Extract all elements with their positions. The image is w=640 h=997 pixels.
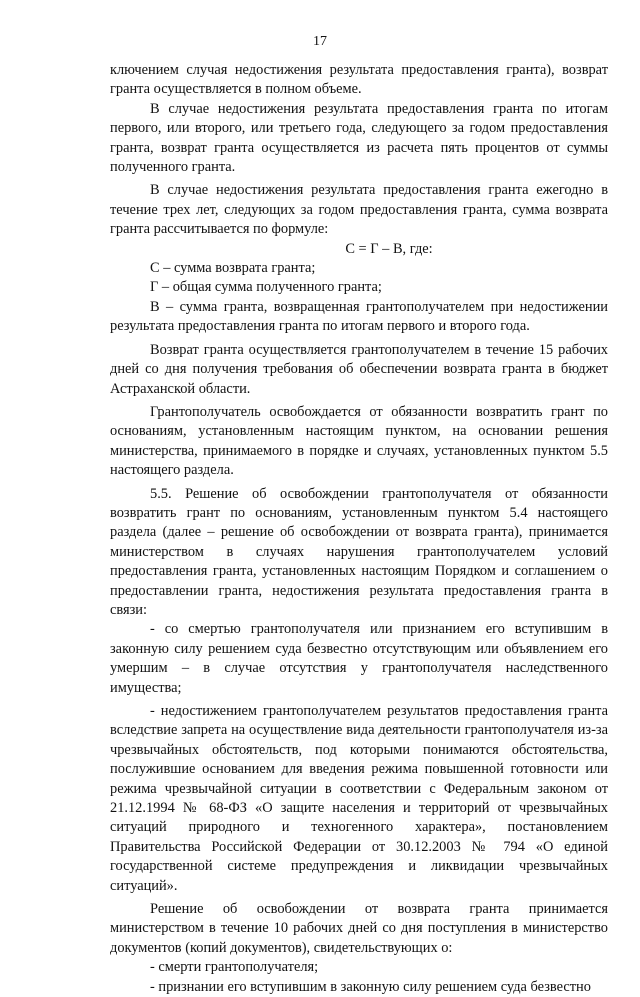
paragraph: С = Г – В, где:: [345, 240, 433, 257]
paragraph: В случае недостижения результата предоставления гранта ежегодно в течение трех лет, следующих за годом предоставления гранта, сумма возврата гранта рассчитывается по формуле:: [110, 182, 608, 238]
paragraph: Возврат гранта осуществляется грантополучателем в течение 15 рабочих дней со дня получения требования об обеспечении возврата гранта в бюджет Астраханской области.: [110, 341, 608, 397]
paragraph: С – сумма возврата гранта;: [150, 260, 316, 277]
paragraph: - смерти грантополучателя;: [150, 959, 319, 976]
paragraph: Г – общая сумма полученного гранта;: [150, 279, 382, 296]
paragraph: В – сумма гранта, возвращенная грантополучателем при недостижении результата предоставления гранта по итогам первого и второго года.: [110, 298, 608, 335]
paragraph: Грантополучатель освобождается от обязанности возвратить грант по основаниям, установленным настоящим пунктом, на основании решения министерства, принимаемого в порядке и случаях, установленных пунктом 5.5 настоящего раздела.: [110, 403, 608, 479]
paragraph: - со смертью грантополучателя или признанием его вступившим в законную силу решением суда безвестно отсутствующим или объявлением его умершим – в случае отсутствия у грантополучателя наследственного имущества;: [110, 621, 608, 696]
paragraph: 5.5. Решение об освобождении грантополучателя от обязанности возвратить грант по основаниям, установленным пунктом 5.4 настоящего раздела (далее – решение об освобождении от возврата гранта), принимается министерством в случаях нарушения грантополучателем условий предоставления гранта, установленных настоящим Порядком и соглашением о предоставлении гранта, недостижения результата предоставления гранта в связи:: [110, 485, 608, 618]
paragraph: Решение об освобождении от возврата гранта принимается министерством в течение 10 рабочих дней со дня поступления в министерство документов (копий документов), свидетельствующих о:: [110, 901, 608, 956]
paragraph: - признании его вступившим в законную силу решением суда безвестно: [150, 978, 591, 995]
page-number: 17: [313, 34, 327, 49]
paragraph: ключением случая недостижения результата предоставления гранта), возврат гранта осуществляется в полном объеме.: [110, 62, 608, 98]
document-body: [110, 61, 608, 997]
paragraph: - недостижением грантополучателем результатов предоставления гранта вследствие запрета на осуществление вида деятельности грантополучателя из-за чрезвычайных обстоятельств, под которыми понимаются обстоятельства, послужившие основанием для введения режима повышенной готовности или режима чрезвычайной ситуации в соответствии с Федеральным законом от 21.12.1994 № 68-ФЗ «О защите населения и территорий от чрезвычайных ситуаций природного и техногенного характера», постановлением Правительства Российской Федерации от 30.12.2003 № 794 «О единой государственной системе предупреждения и ликвидации чрезвычайных ситуаций».: [110, 703, 608, 894]
paragraph: В случае недостижения результата предоставления гранта по итогам первого, или второго, или третьего года, следующего за годом предоставления гранта, возврат гранта осуществляется из расчета пять процентов от суммы полученного гранта.: [110, 100, 608, 176]
